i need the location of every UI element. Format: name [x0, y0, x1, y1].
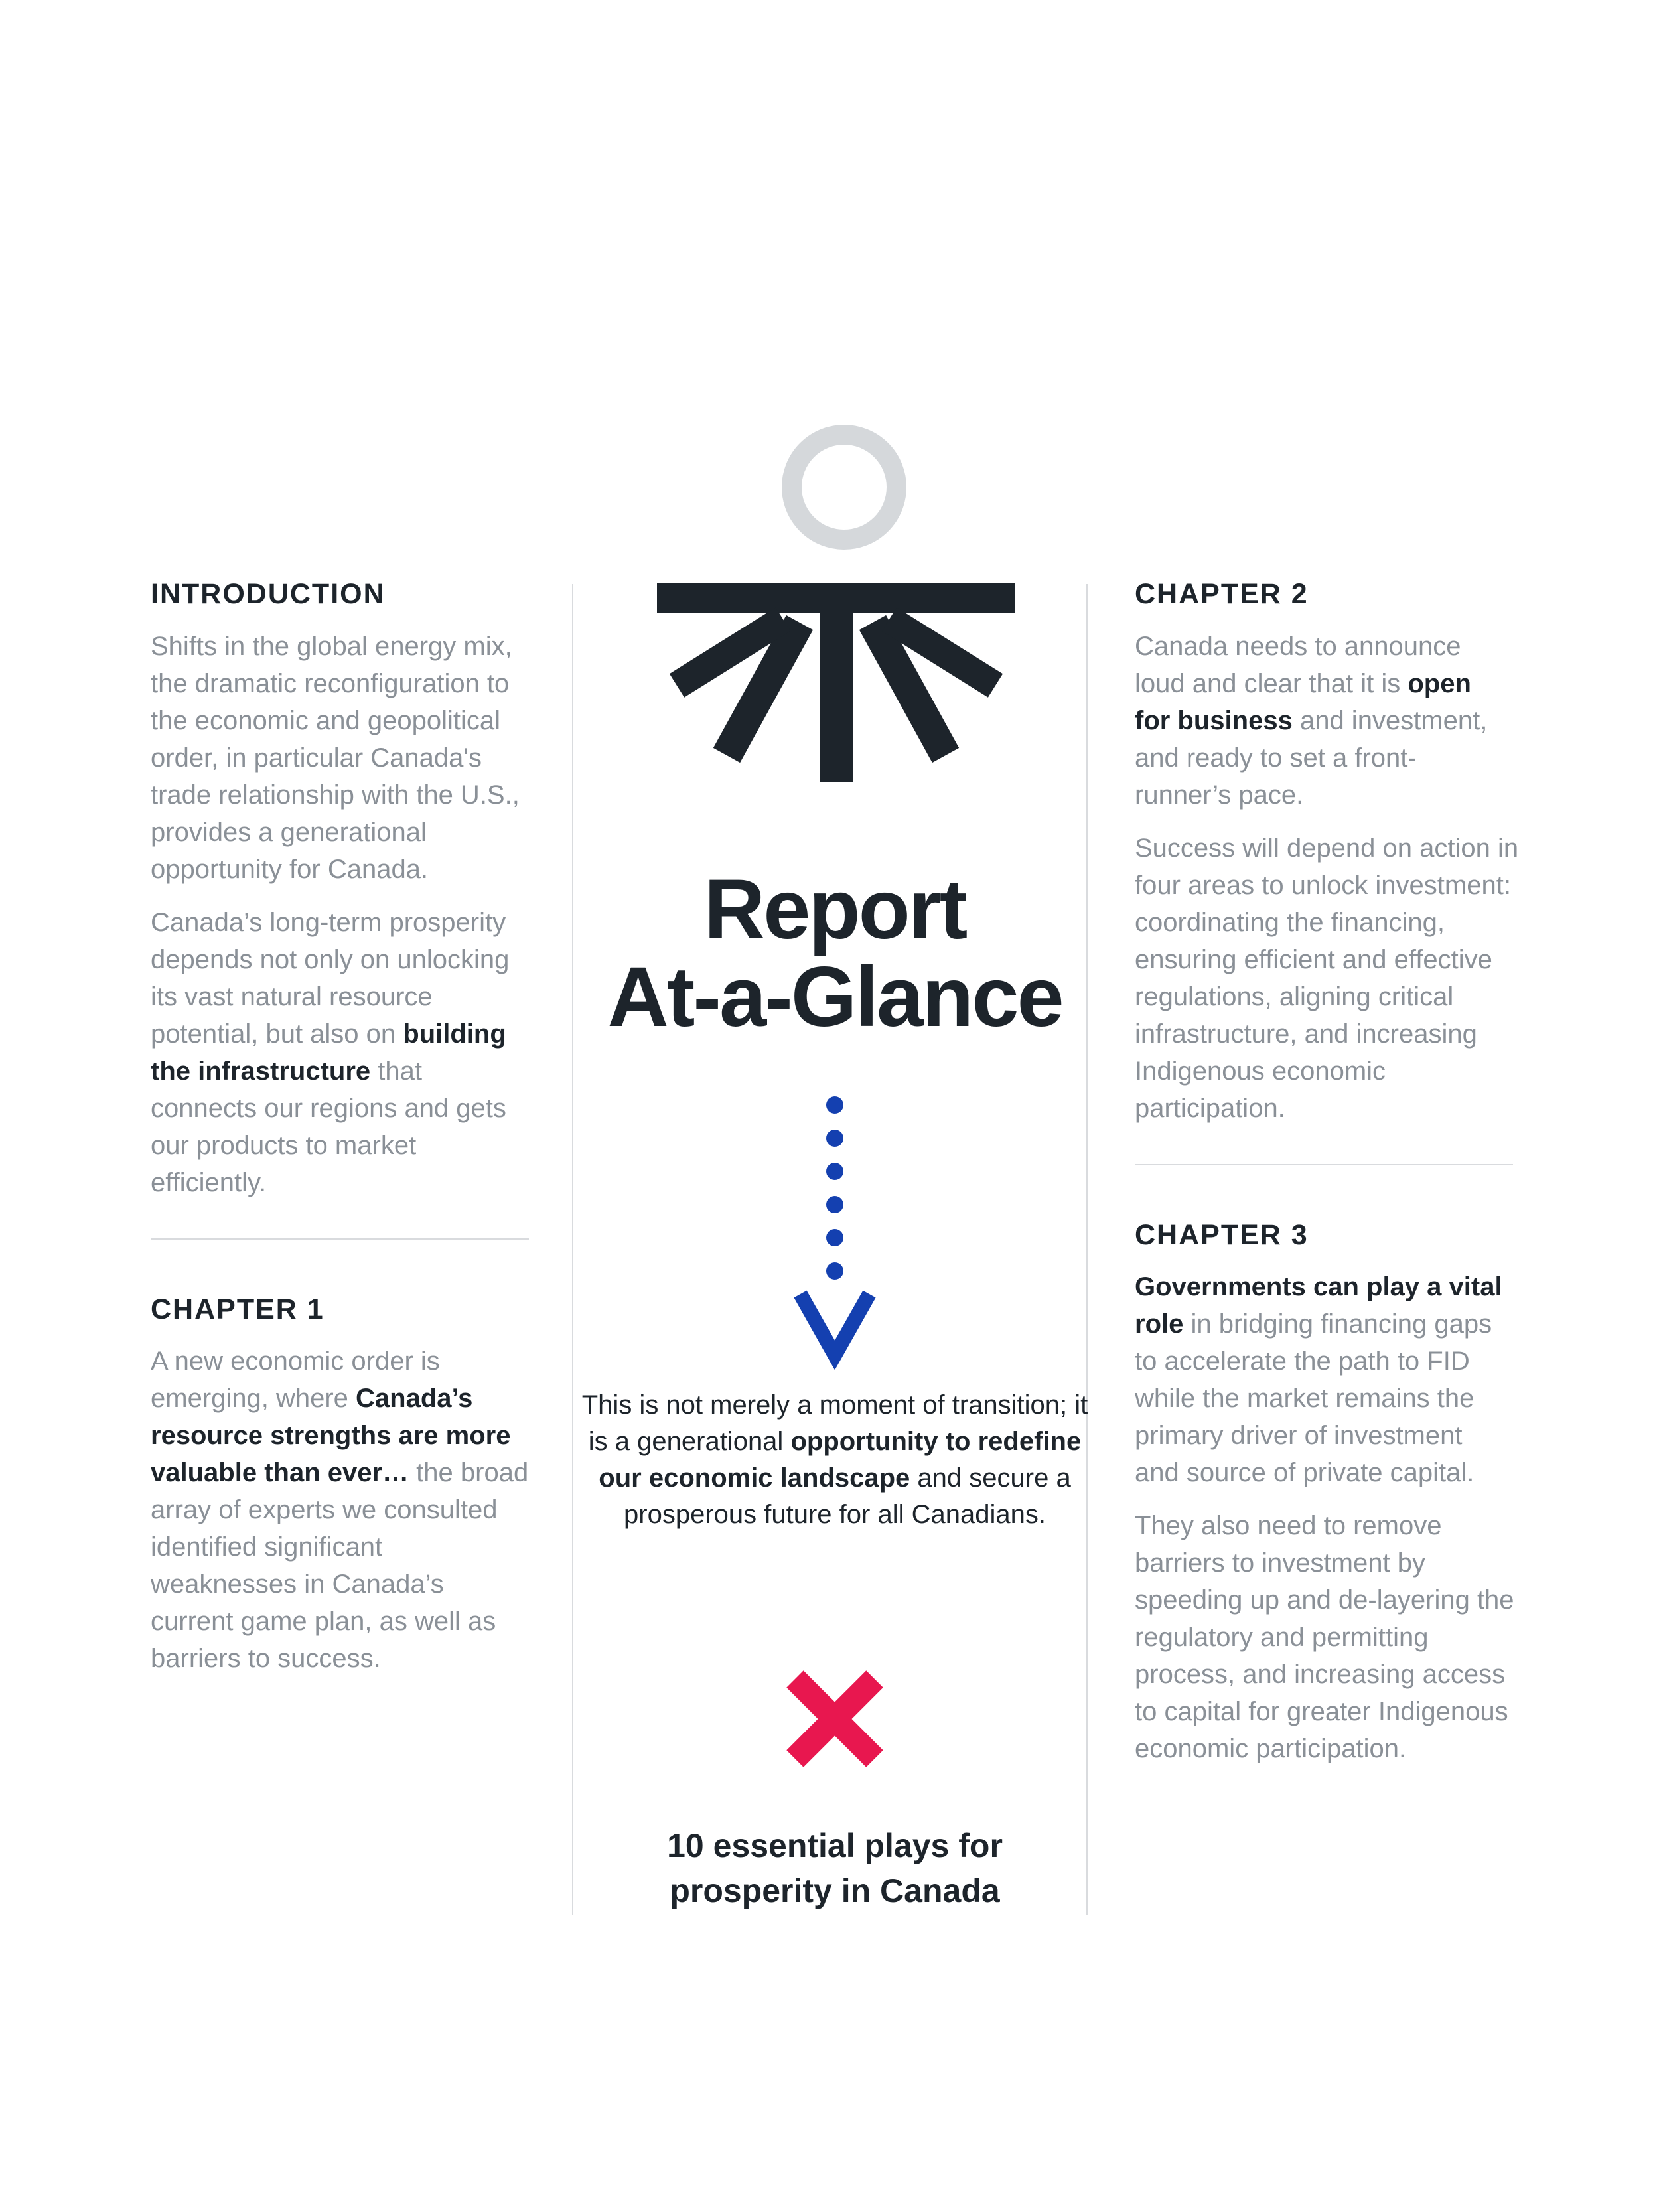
chapter2-paragraph-2: Success will depend on action in four areas to unlock investment: coordinating the financing, ensuring efficient and effective regulations, aligning critical infrastructure, and increasing Indigenous economic participation. — [1135, 833, 1519, 1123]
essential-plays-title: 10 essential plays for prosperity in Canada — [667, 1827, 1003, 1909]
chapter1-heading: CHAPTER 1 — [151, 1293, 325, 1325]
x-mark-icon — [785, 1669, 885, 1769]
left-column — [151, 577, 536, 1693]
sunburst-icon — [657, 583, 1015, 782]
right-column — [1135, 577, 1533, 1783]
introduction-heading: INTRODUCTION — [151, 578, 386, 610]
center-column — [577, 425, 1092, 1911]
chapter1-paragraph: A new economic order is emerging, where Canada’s resource strengths are more valuable than ever… the broad array of experts we consulted identified significant weaknesses in Canada’s current game plan, as well as barriers to success. — [151, 1347, 529, 1674]
left-vertical-divider — [572, 584, 573, 1915]
chapter2-heading: CHAPTER 2 — [1135, 578, 1309, 610]
divider — [1135, 1164, 1513, 1165]
center-statement: This is not merely a moment of transition; it is a generational opportunity to redefine our economic landscape and secure a prosperous future for all Canadians. — [581, 1390, 1088, 1529]
chapter3-paragraph-1: Governments can play a vital role in bridging financing gaps to accelerate the path to FID while the market remains the primary driver of investment and source of private capital. — [1135, 1272, 1502, 1488]
chapter3-heading: CHAPTER 3 — [1135, 1218, 1309, 1251]
dotted-arrow-icon — [788, 1095, 881, 1374]
introduction-paragraph-2: Canada’s long-term prosperity depends not only on unlocking its vast natural resource potential, but also on building the infrastructure that connects our regions and gets our products to market efficiently. — [151, 907, 510, 1197]
introduction-paragraph-1: Shifts in the global energy mix, the dramatic reconfiguration to the economic and geopolitical order, in particular Canada's trade relationship with the U.S., provides a generational opportunity for Canada. — [151, 631, 520, 884]
chapter3-paragraph-2: They also need to remove barriers to investment by speeding up and de-layering the regulatory and permitting process, and increasing access to capital for greater Indigenous economic participation. — [1135, 1511, 1514, 1764]
ring-icon — [782, 425, 906, 550]
divider — [151, 1238, 529, 1240]
report-title: Report At-a-Glance — [607, 862, 1062, 1045]
chapter2-paragraph-1: Canada needs to announce loud and clear that it is open for business and investment, and ready to set a front-runner’s pace. — [1135, 631, 1488, 810]
